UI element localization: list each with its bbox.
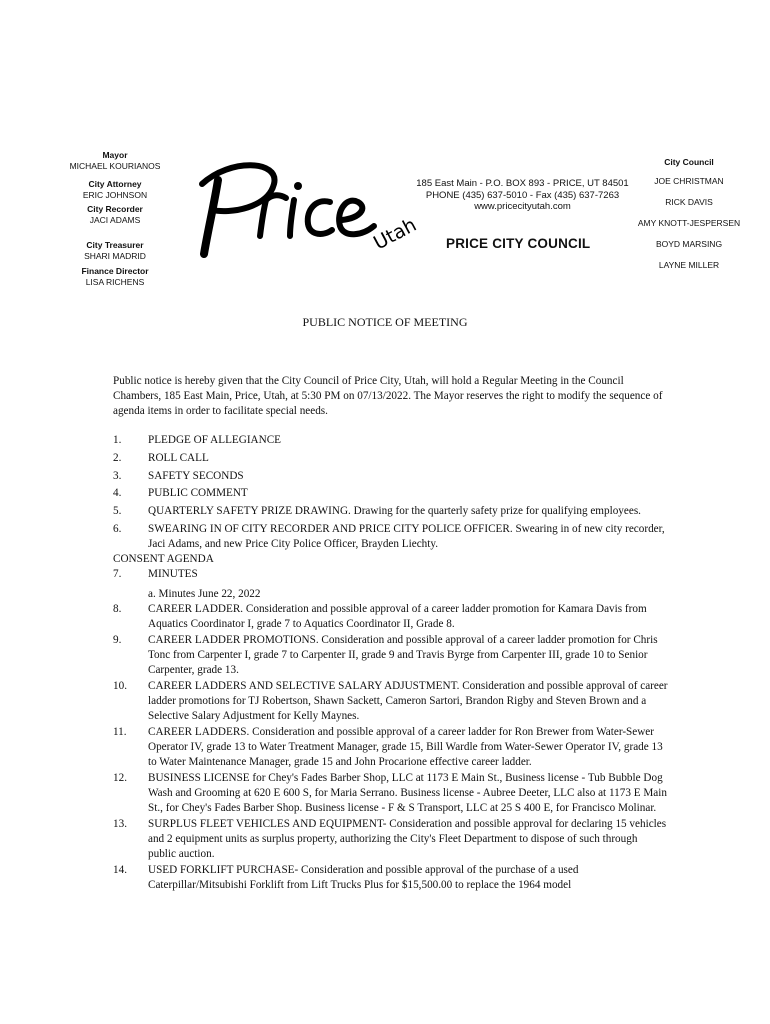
agenda-item (113, 567, 668, 582)
council-member: JOE CHRISTMAN (654, 176, 724, 186)
item-number: 2. (113, 451, 122, 464)
agenda-item (113, 602, 668, 632)
item-text: CAREER LADDER. Consideration and possible approval of a career ladder promotion for Kamara Davis from Aquatics Coordinator I, grade 7 to Aquatics Coordinator II, Grade 8. (148, 602, 647, 630)
item-text: QUARTERLY SAFETY PRIZE DRAWING. Drawing for the quarterly safety prize for qualifying employees. (148, 505, 641, 518)
official-title: City Treasurer (86, 240, 144, 250)
council-column (630, 157, 748, 281)
agenda-item (113, 486, 668, 501)
officials-left-column (55, 150, 175, 295)
item-text: CAREER LADDERS AND SELECTIVE SALARY ADJUSTMENT. Consideration and possible approval of career ladder promotions for TJ Robertson, Shawn Sackett, Cameron Sartori, Brandon Rigby and Steven Brown and a Selective Salary Adjustment for Kelly Maynes. (148, 679, 668, 722)
official-city-recorder (55, 204, 175, 226)
agenda-item (113, 504, 668, 519)
official-city-treasurer (55, 240, 175, 262)
item-text: USED FORKLIFT PURCHASE- Consideration and possible approval of the purchase of a used Caterpillar/Mitsubishi Forklift from Lift Trucks Plus for $15,500.00 to replace the 1964 model (148, 863, 579, 891)
official-title: Finance Director (81, 266, 149, 276)
item-number: 5. (113, 505, 122, 518)
website-line: www.pricecityutah.com (474, 201, 571, 212)
official-mayor (55, 150, 175, 172)
council-title: City Council (664, 157, 714, 167)
official-name: JACI ADAMS (89, 215, 141, 225)
item-number: 12. (113, 771, 127, 784)
item-number: 3. (113, 469, 122, 482)
item-number: 11. (113, 725, 127, 738)
item-number: 6. (113, 522, 122, 535)
phone-line: PHONE (435) 637-5010 - Fax (435) 637-7263 (425, 189, 620, 201)
official-name: MICHAEL KOURIANOS (69, 161, 161, 171)
item-number: 7. (113, 567, 122, 580)
intro-paragraph: Public notice is hereby given that the City Council of Price City, Utah, will hold a Regular Meeting in the Council Chambers, 185 East Main, Price, Utah, at 5:30 PM on 07/13/2022. The Mayor reserves the right to modify the sequence of agenda items in order to facilitate special needs. (113, 375, 663, 417)
item-text: ROLL CALL (148, 451, 209, 464)
notice-title: PUBLIC NOTICE OF MEETING (302, 315, 468, 329)
council-member: RICK DAVIS (665, 197, 713, 207)
item-text: BUSINESS LICENSE for Chey's Fades Barber Shop, LLC at 1173 E Main St., Business license - Tub Bubble Dog Wash and Grooming at 620 E 600 S, for Maria Serrano. Business license - Aubree Deeter, LLC also at 1173 E Main St., for Chey's Fades Barber Shop. Business license - F & S Transport, LLC at 25 S 400 E, for Francisco Molinar. (148, 771, 667, 814)
official-city-attorney (55, 179, 175, 201)
agenda-item (113, 817, 668, 862)
agenda-item (113, 679, 668, 724)
official-name: SHARI MADRID (84, 251, 146, 261)
item-text: PLEDGE OF ALLEGIANCE (148, 434, 281, 446)
item-text: CAREER LADDERS. Consideration and possible approval of a career ladder for Ron Brewer from Water-Sewer Operator IV, grade 13 to Water Treatment Manager, grade 15, Bill Wardle from Water-Sewer Operator IV, grade 13 to Water Maintenance Manager, grade 15 and John Procarione effective career ladder. (148, 725, 663, 768)
item-number: 9. (113, 633, 122, 646)
consent-agenda-heading: CONSENT AGENDA (113, 552, 214, 565)
item-text: MINUTES (148, 567, 198, 580)
agenda-item (113, 725, 668, 770)
agenda-item (113, 451, 668, 466)
item-number: 13. (113, 817, 127, 830)
item-number: 10. (113, 679, 127, 692)
item-text: SAFETY SECONDS (148, 469, 244, 482)
council-heading: PRICE CITY COUNCIL (446, 236, 591, 251)
council-member: AMY KNOTT-JESPERSEN (637, 218, 741, 228)
official-title: City Attorney (88, 179, 142, 189)
item-text: CAREER LADDER PROMOTIONS. Consideration and possible approval of a career ladder promotion for Chris Tonc from Carpenter I, grade 7 to Carpenter II, grade 9 and Travis Byrge from Carpenter III, grade 10 to Senior Carpenter, grade 13. (148, 633, 658, 676)
official-title: City Recorder (87, 204, 143, 214)
official-finance-director (55, 266, 175, 288)
agenda-item (113, 771, 668, 816)
official-title: Mayor (102, 150, 128, 160)
item-text: SURPLUS FLEET VEHICLES AND EQUIPMENT- Consideration and possible approval for declaring 15 vehicles and 2 equipment units as surplus property, authorizing the City's Fleet Department to dispose of such through public auction. (148, 817, 667, 860)
item-text: SWEARING IN OF CITY RECORDER AND PRICE CITY POLICE OFFICER. Swearing in of new city recorder, Jaci Adams, and new Price City Police Officer, Brayden Liechty. (148, 522, 665, 550)
logo-sub: Utah (370, 213, 421, 255)
address-line: 185 East Main - P.O. BOX 893 - PRICE, UT 84501 (416, 178, 629, 189)
item-text: PUBLIC COMMENT (148, 487, 248, 500)
agenda-item (113, 633, 668, 678)
agenda-item (113, 863, 668, 893)
agenda-item (113, 469, 668, 484)
item-number: 8. (113, 602, 122, 615)
contact-address-block (410, 178, 635, 213)
item-number: 14. (113, 863, 127, 876)
agenda-subitem: a. Minutes June 22, 2022 (148, 587, 261, 600)
item-number: 1. (113, 434, 122, 446)
council-member: LAYNE MILLER (658, 260, 720, 270)
agenda-list (113, 433, 668, 893)
council-member: BOYD MARSING (655, 239, 723, 249)
agenda-item (113, 433, 668, 448)
agenda-item (113, 522, 668, 552)
official-name: ERIC JOHNSON (82, 190, 148, 200)
official-name: LISA RICHENS (85, 277, 145, 287)
item-number: 4. (113, 487, 122, 500)
